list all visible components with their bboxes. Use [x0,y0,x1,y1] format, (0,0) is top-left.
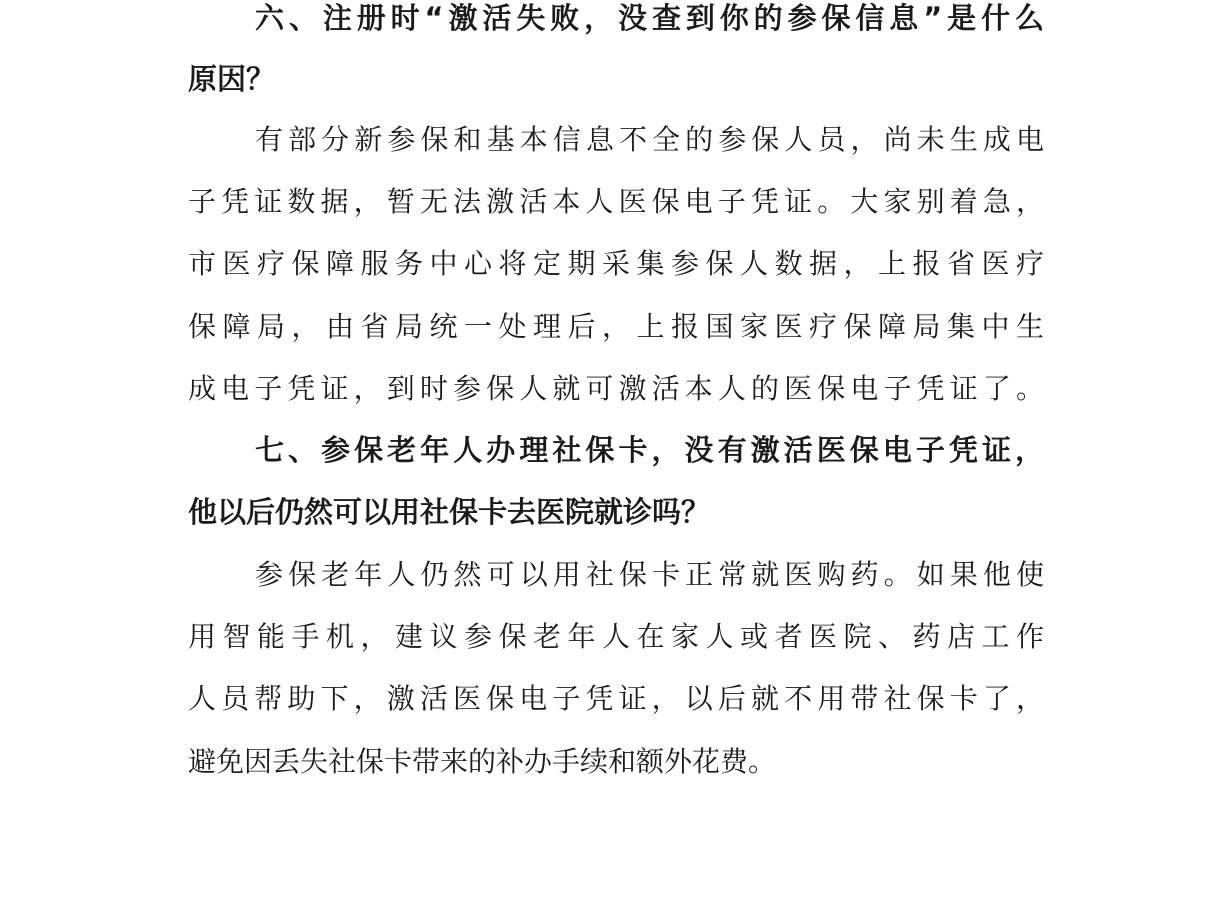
section-7-body-line-4: 避免因丢失社保卡带来的补办手续和额外花费。 [188,745,777,778]
section-7-body-line-1: 参保老年人仍然可以用社保卡正常就医购药。如果他使 [255,558,1044,591]
section-6-heading-line-2: 原因？ [188,62,276,96]
section-7-body-line-3: 人员帮助下，激活医保电子凭证，以后就不用带社保卡了， [188,682,1044,715]
section-6-body-line-2: 子凭证数据，暂无法激活本人医保电子凭证。大家别着急， [188,185,1044,218]
section-6-body-line-4: 保障局，由省局统一处理后，上报国家医疗保障局集中生 [188,310,1044,343]
section-7-heading-line-2: 他以后仍然可以用社保卡去医院就诊吗？ [188,495,711,529]
section-7-heading-line-1: 七、参保老年人办理社保卡，没有激活医保电子凭证， [255,433,1044,467]
section-6-heading-line-1: 六、注册时“激活失败，没查到你的参保信息”是什么 [255,1,1044,35]
section-7-body-line-2: 用智能手机，建议参保老年人在家人或者医院、药店工作 [188,620,1044,653]
section-6-body-line-5: 成电子凭证，到时参保人就可激活本人的医保电子凭证了。 [188,372,1044,405]
section-6-body-line-1: 有部分新参保和基本信息不全的参保人员，尚未生成电 [255,123,1044,156]
section-6-body-line-3: 市医疗保障服务中心将定期采集参保人数据，上报省医疗 [188,247,1044,280]
